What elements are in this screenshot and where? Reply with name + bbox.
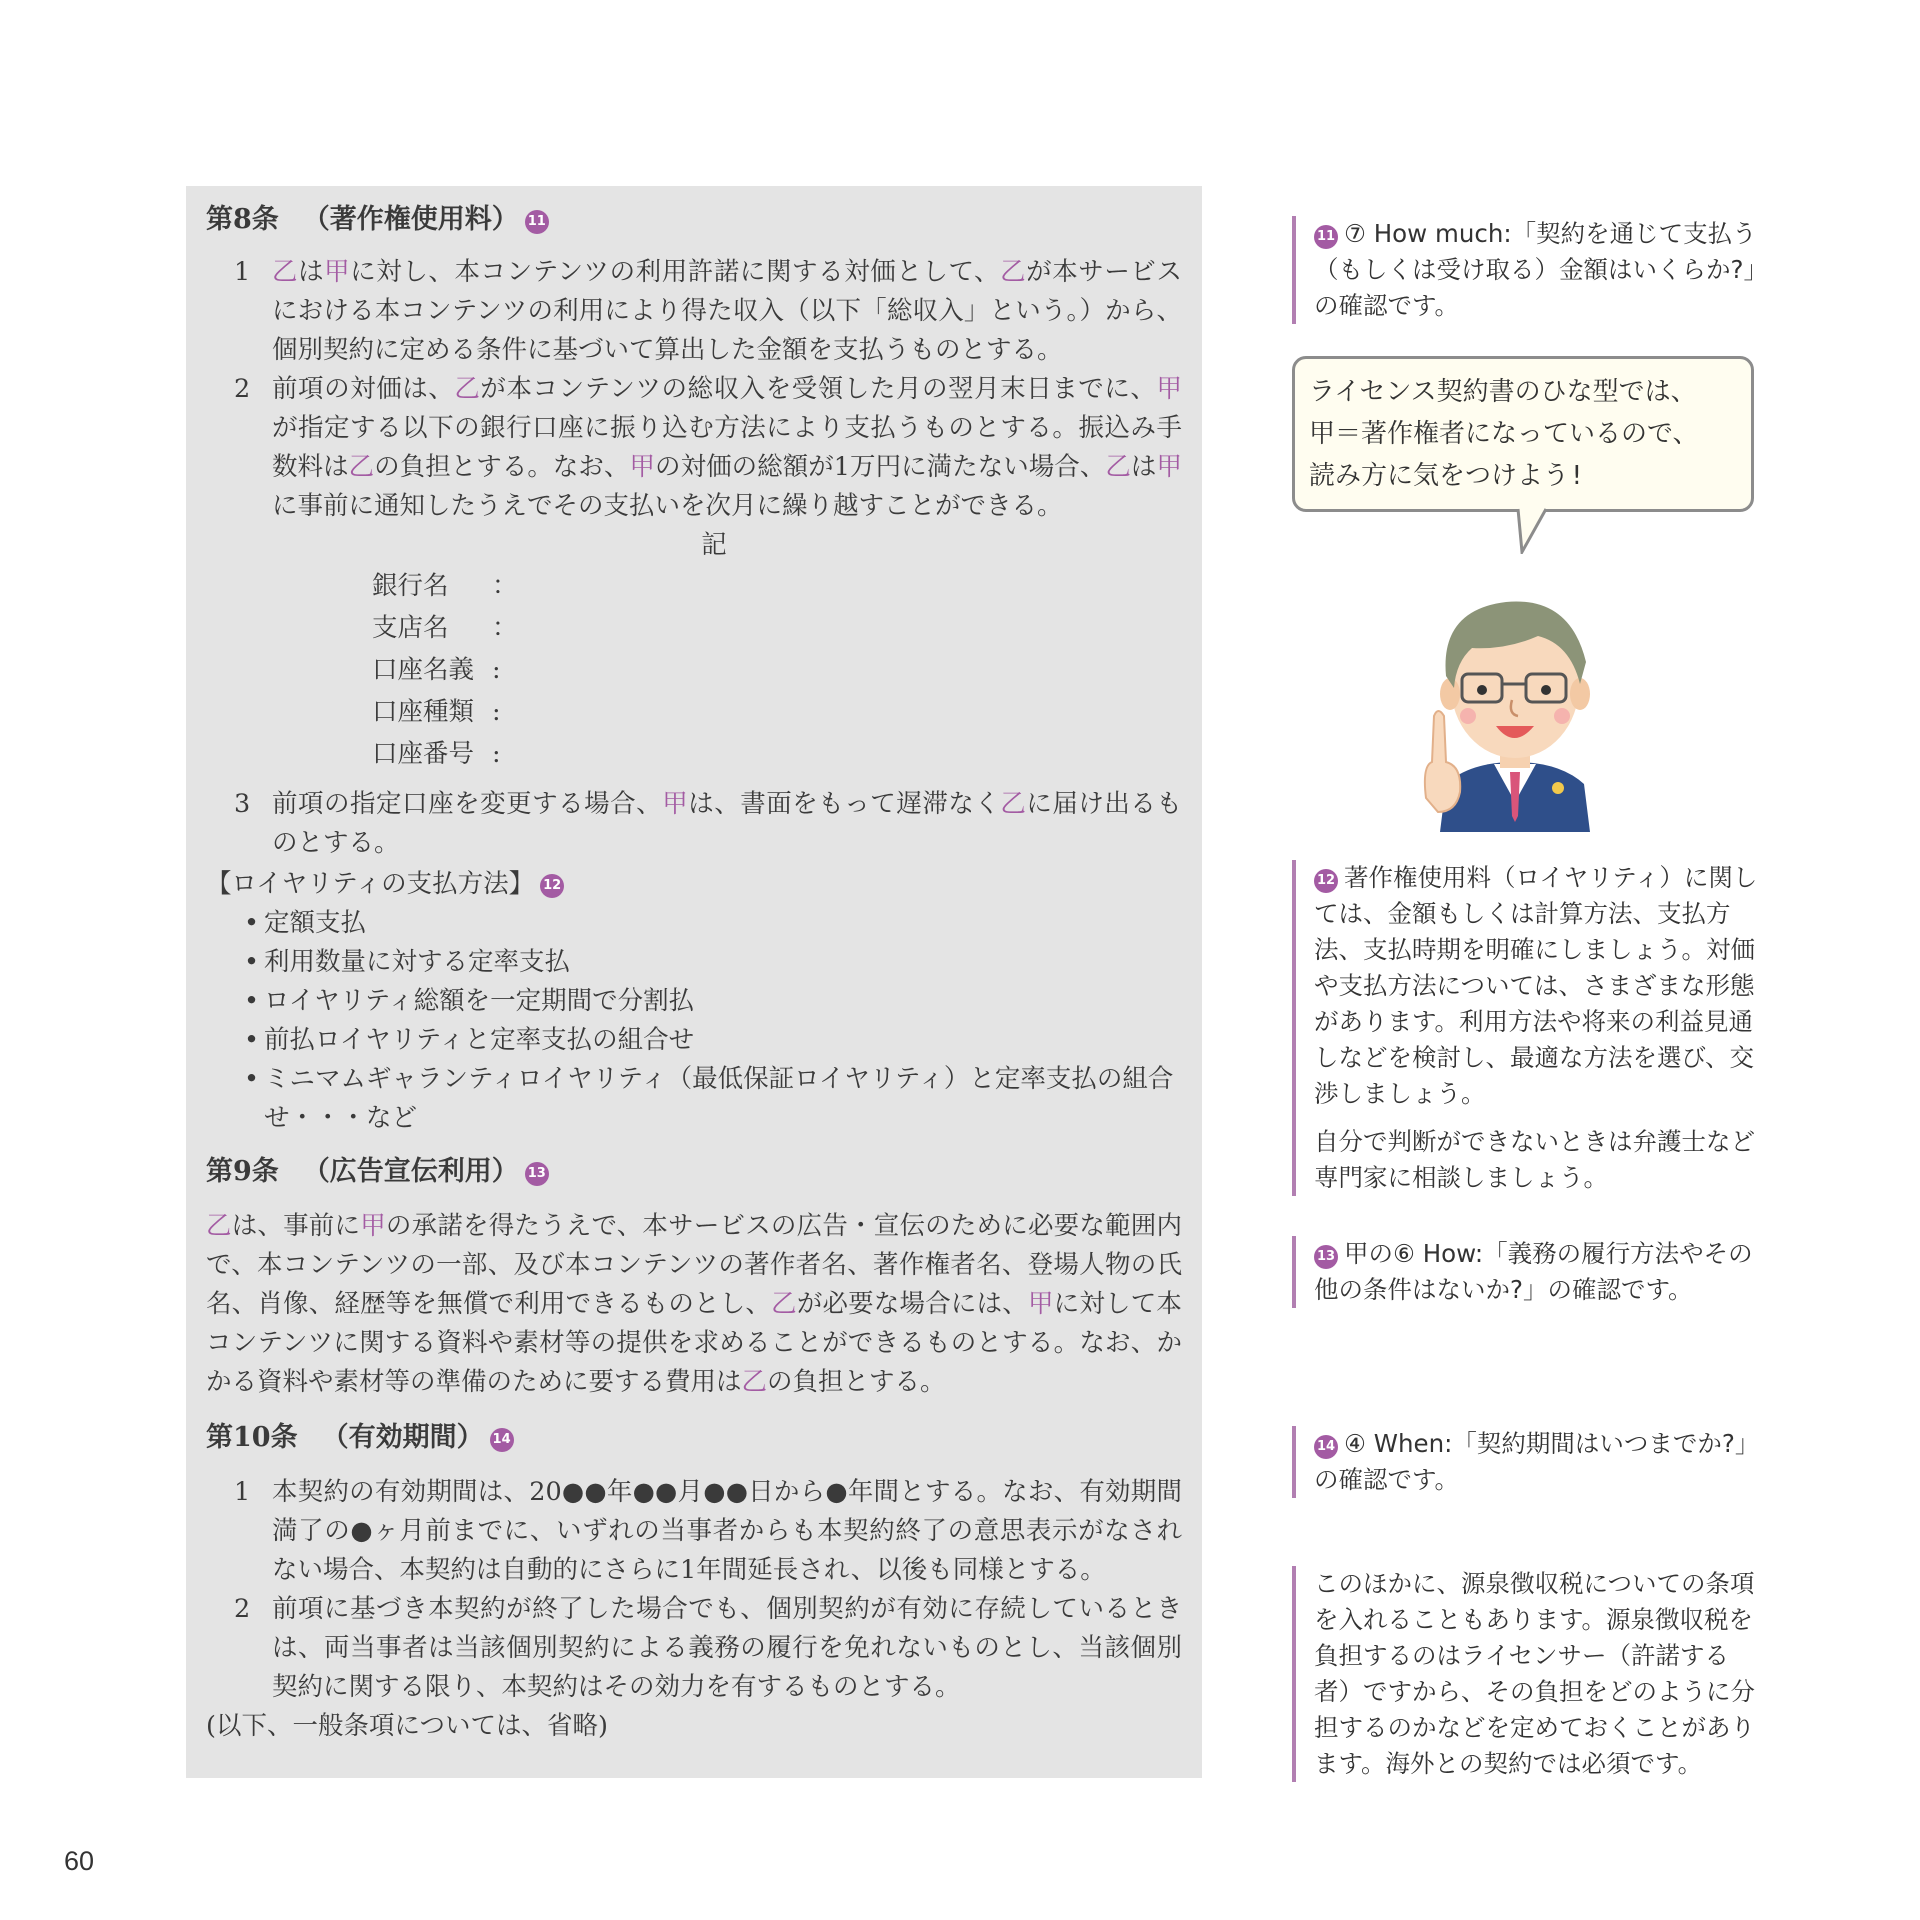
- party-name: 乙: [1105, 452, 1131, 482]
- note-badge-11: 11: [525, 210, 549, 234]
- clause-text: は: [1130, 452, 1157, 482]
- article-10-title: [206, 1418, 1182, 1457]
- list-item: • ロイヤリティ総額を一定期間で分割払: [244, 982, 1182, 1021]
- article-10-heading: （有効期間）: [321, 1422, 484, 1453]
- advisor-character-illustration: [1410, 566, 1620, 832]
- clause-text: に届け出るものとする。: [272, 789, 1182, 858]
- branch-name-field: [372, 607, 1182, 649]
- party-name: 乙: [272, 257, 299, 287]
- clause-text: が必要な場合には、: [796, 1289, 1028, 1319]
- note-badge-11: 11: [1314, 225, 1338, 249]
- account-number-field: [372, 733, 1182, 775]
- party-name: 甲: [662, 789, 689, 819]
- bubble-line-2: 甲＝著作権者になっているので、: [1309, 419, 1699, 449]
- article-9-body: [206, 1207, 1182, 1402]
- clause-text: に対して本コンテンツに関する資料や素材等の提供を求めることができるものとする。なお、かかる資料や素材等の準備のために要する費用は: [206, 1289, 1182, 1397]
- article-10-item-2: [206, 1590, 1182, 1707]
- note-11-text: ⑦ How much:「契約を通じて支払う（もしくは受け取る）金額はいくらか?」の確認です。: [1314, 219, 1757, 320]
- article-9-heading: （広告宣伝利用）: [302, 1156, 519, 1187]
- account-type-label: 口座種類: [372, 697, 475, 727]
- party-name: 乙: [454, 374, 481, 404]
- speech-bubble: [1292, 356, 1754, 512]
- field-separator: ：: [492, 571, 518, 601]
- account-number-label: 口座番号: [372, 739, 475, 769]
- clause-text: 前項の指定口座を変更する場合、: [272, 789, 663, 819]
- list-item: • 利用数量に対する定率支払: [244, 943, 1182, 982]
- article-8-item-2: [206, 370, 1182, 526]
- clause-text: が本サービスにおける本コンテンツの利用により得た収入（以下「総収入」という。）から、個別契約に定める条件に基づいて算出した金額を支払うものとする。: [272, 257, 1182, 365]
- party-name: 甲: [1156, 374, 1182, 404]
- royalty-methods-list: [206, 904, 1182, 1138]
- field-separator: ：: [492, 613, 518, 643]
- note-12-advice: 自分で判断ができないときは弁護士など専門家に相談しましょう。: [1314, 1127, 1755, 1192]
- omission-footer: (以下、一般条項については、省略): [206, 1711, 608, 1741]
- note-withholding-tax-text: このほかに、源泉徴収税についての条項を入れることもあります。源泉徴収税を負担するのはライセンサー（許諾する者）ですから、その負担をどのように分担するのかなどを定めておくことがあります。海外との契約では必須です。: [1314, 1569, 1755, 1778]
- side-note-12: [1292, 860, 1764, 1196]
- note-badge-12: 12: [540, 874, 564, 898]
- clause-text: 前項の対価は、: [272, 374, 455, 404]
- clause-text: の承諾を得たうえで、本サービスの広告・宣伝のために必要な範囲内で、本コンテンツの一部、及び本コンテンツの著作者名、著作権者名、登場人物の氏名、肖像、経歴等を無償で利用できるものとし、: [206, 1211, 1182, 1319]
- article-9-text: [206, 1211, 1182, 1397]
- clause-text: の対価の総額が1万円に満たない場合、: [655, 452, 1106, 482]
- note-13-text: 甲の⑥ How:「義務の履行方法やその他の条件はないか?」の確認です。: [1314, 1239, 1753, 1304]
- royalty-section-title: [206, 865, 1182, 904]
- clause-text: に事前に通知したうえでその支払いを次月に繰り越すことができる。: [272, 491, 1063, 521]
- party-name: 乙: [1000, 257, 1027, 287]
- clause-text: の負担とする。なお、: [374, 452, 630, 482]
- bubble-line-3: 読み方に気をつけよう!: [1309, 461, 1585, 491]
- article-8-heading: （著作権使用料）: [302, 204, 519, 235]
- article-10-number: 第10条: [206, 1422, 298, 1453]
- item-number: 2: [234, 374, 251, 404]
- ki-label: 記: [701, 530, 727, 560]
- party-name: 乙: [741, 1367, 768, 1397]
- bubble-line-1: ライセンス契約書のひな型では、: [1309, 377, 1697, 407]
- account-type-field: [372, 691, 1182, 733]
- list-item: • 定額支払: [244, 904, 1182, 943]
- bank-name-label: 銀行名: [372, 571, 449, 601]
- field-separator: :: [492, 739, 501, 769]
- clause-text: の負担とする。: [767, 1367, 946, 1397]
- clause-text: が本コンテンツの総収入を受領した月の翌月末日までに、: [480, 374, 1157, 404]
- bank-account-fields: [206, 565, 1182, 775]
- royalty-heading: 【ロイヤリティの支払方法】: [206, 869, 535, 899]
- item-number: 1: [234, 257, 251, 287]
- side-note-withholding-tax: [1292, 1566, 1764, 1782]
- party-name: 甲: [629, 452, 656, 482]
- note-badge-14: 14: [490, 1428, 514, 1452]
- side-note-13: [1292, 1236, 1764, 1308]
- article-8-item-1: [206, 253, 1182, 370]
- article-9-number: 第9条: [206, 1156, 279, 1187]
- article-8-item-3-text: [272, 789, 1182, 858]
- article-9-title: [206, 1152, 1182, 1191]
- clause-text: は、書面をもって遅滞なく: [688, 789, 1001, 819]
- bank-name-field: [372, 565, 1182, 607]
- party-name: 乙: [206, 1211, 232, 1241]
- article-8-item-2-text: [272, 374, 1182, 521]
- side-note-14: [1292, 1426, 1764, 1498]
- note-badge-14: 14: [1314, 1435, 1338, 1459]
- party-name: 甲: [1156, 452, 1182, 482]
- item-number: 2: [234, 1594, 251, 1624]
- list-item: • ミニマムギャランティロイヤリティ（最低保証ロイヤリティ）と定率支払の組合せ・・・など: [244, 1060, 1182, 1138]
- party-name: 甲: [324, 257, 351, 287]
- article-10-item-1-text: 本契約の有効期間は、20●●年●●月●●日から●年間とする。なお、有効期間満了の●ヶ月前までに、いずれの当事者からも本契約終了の意思表示がなされない場合、本契約は自動的にさらに1年間延長され、以後も同様とする。: [272, 1477, 1182, 1585]
- clause-text: が指定する以下の銀行口座に振り込む方法により支払うものとする。振込み手数料は: [272, 413, 1182, 482]
- contract-excerpt-box: [186, 186, 1202, 1778]
- article-8-item-1-text: [272, 257, 1182, 365]
- article-8-number: 第8条: [206, 204, 279, 235]
- note-badge-13: 13: [1314, 1245, 1338, 1269]
- party-name: 甲: [1028, 1289, 1054, 1319]
- clause-text: は: [298, 257, 325, 287]
- field-separator: :: [492, 697, 501, 727]
- article-8-item-3: [206, 785, 1182, 863]
- note-14-text: ④ When:「契約期間はいつまでか?」の確認です。: [1314, 1429, 1760, 1494]
- party-name: 乙: [348, 452, 375, 482]
- clause-text: は、事前に: [231, 1211, 361, 1241]
- speech-bubble-tail: [1510, 508, 1560, 554]
- note-badge-13: 13: [525, 1162, 549, 1186]
- list-item: • 前払ロイヤリティと定率支払の組合せ: [244, 1021, 1182, 1060]
- account-holder-label: 口座名義: [372, 655, 475, 685]
- note-badge-12: 12: [1314, 869, 1338, 893]
- article-8-title: [206, 200, 1182, 239]
- page-number: 60: [64, 1846, 95, 1876]
- party-name: 甲: [360, 1211, 386, 1241]
- party-name: 乙: [771, 1289, 797, 1319]
- side-note-11: [1292, 216, 1764, 324]
- item-number: 1: [234, 1477, 251, 1507]
- article-10-item-2-text: 前項に基づき本契約が終了した場合でも、個別契約が有効に存続しているときは、両当事者は当該個別契約による義務の履行を免れないものとし、当該個別契約に関する限り、本契約はその効力を有するものとする。: [272, 1594, 1182, 1702]
- item-number: 3: [234, 789, 251, 819]
- field-separator: :: [492, 655, 501, 685]
- clause-text: に対し、本コンテンツの利用許諾に関する対価として、: [350, 257, 1001, 287]
- party-name: 乙: [1000, 789, 1027, 819]
- note-12-text: 著作権使用料（ロイヤリティ）に関しては、金額もしくは計算方法、支払方法、支払時期を明確にしましょう。対価や支払方法については、さまざまな形態があります。利用方法や将来の利益見通しなどを検討し、最適な方法を選び、交渉しましょう。: [1314, 863, 1758, 1108]
- branch-name-label: 支店名: [372, 613, 449, 643]
- account-holder-field: [372, 649, 1182, 691]
- article-10-item-1: [206, 1473, 1182, 1590]
